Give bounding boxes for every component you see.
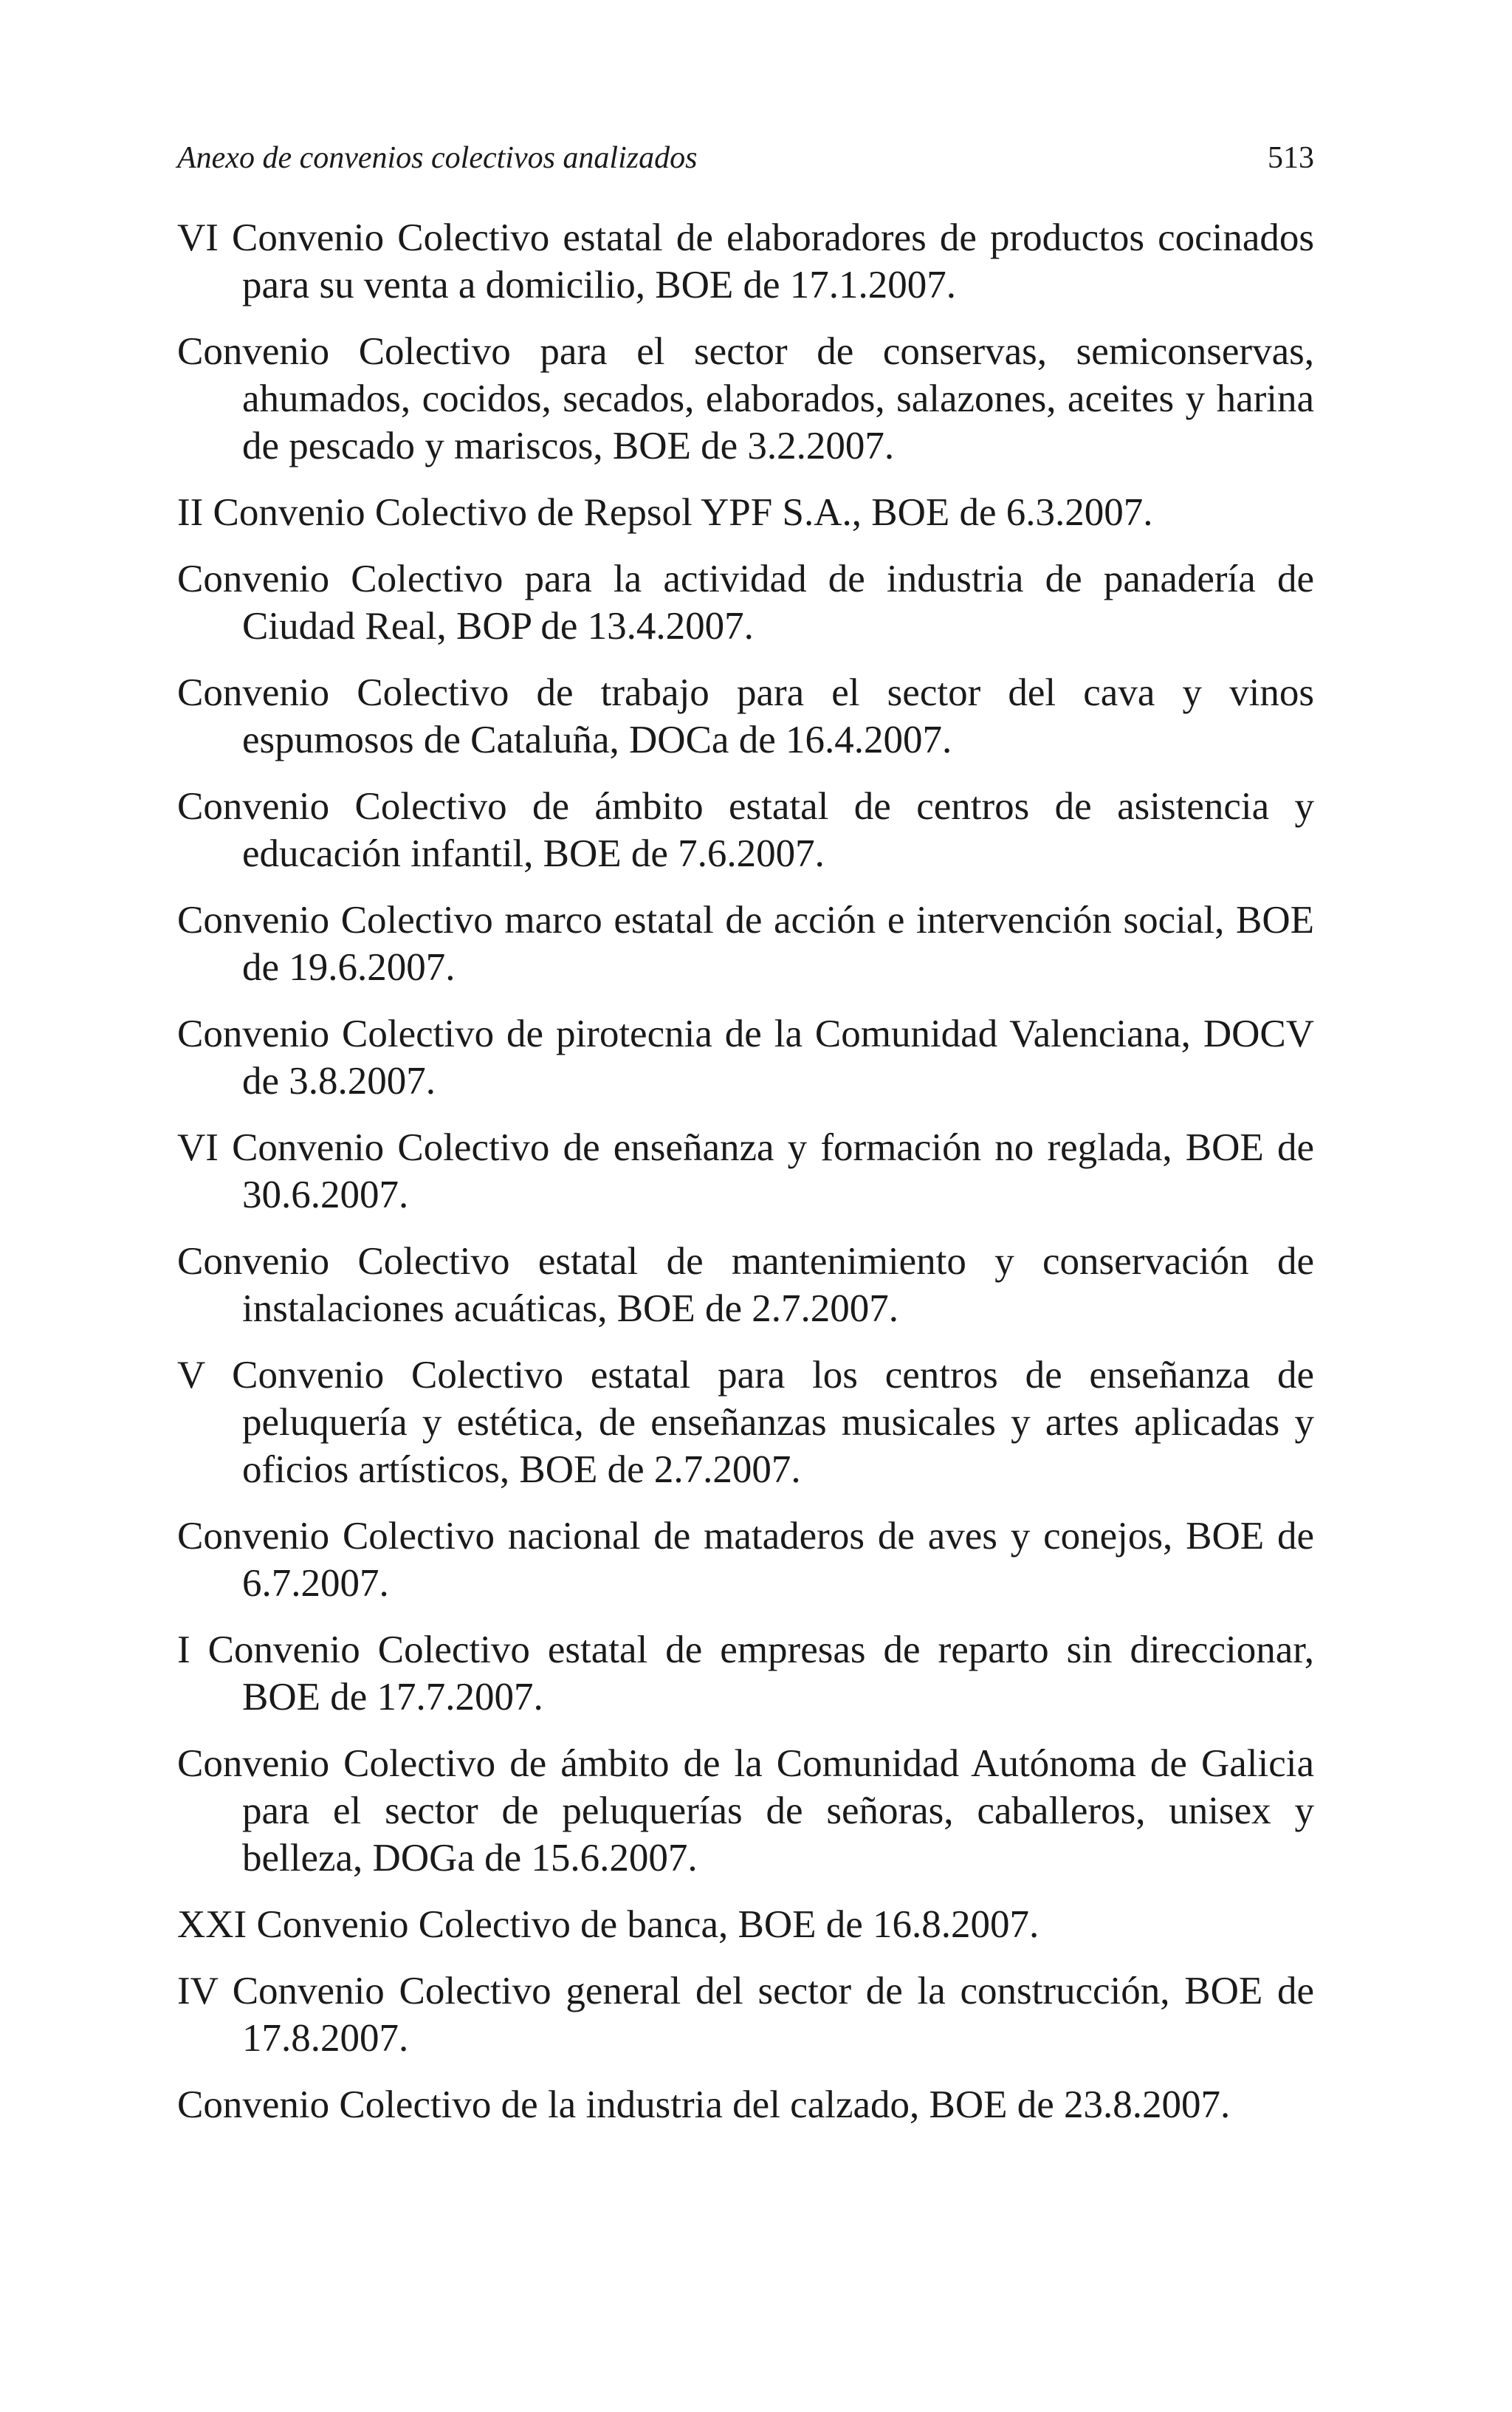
list-item: IV Convenio Colectivo general del sector de la construcción, BOE de 17.8.2007. — [177, 1970, 1314, 2060]
list-item: Convenio Colectivo de ámbito de la Comunidad Autónoma de Galicia para el sector de peluquerías de señoras, caballeros, unisex y belleza, DOGa de 15.6.2007. — [177, 1742, 1314, 1880]
list-item: Convenio Colectivo de la industria del calzado, BOE de 23.8.2007. — [177, 2083, 1231, 2126]
list-item: V Convenio Colectivo estatal para los centros de enseñanza de peluquería y estética, de enseñanzas musicales y artes aplicadas y oficios artísticos, BOE de 2.7.2007. — [177, 1354, 1314, 1491]
list-item: Convenio Colectivo para el sector de conservas, semiconservas, ahumados, cocidos, secados, elaborados, salazones, aceites y harina de pescado y mariscos, BOE de 3.2.2007. — [177, 330, 1314, 467]
list-item: Convenio Colectivo para la actividad de industria de panadería de Ciudad Real, BOP de 13.4.2007. — [177, 558, 1314, 648]
list-item: Convenio Colectivo de ámbito estatal de centros de asistencia y educación infantil, BOE de 7.6.2007. — [177, 785, 1314, 875]
list-item: Convenio Colectivo marco estatal de acción e intervención social, BOE de 19.6.2007. — [177, 899, 1314, 989]
page-number: 513 — [1268, 141, 1314, 175]
running-title: Anexo de convenios colectivos analizados — [177, 141, 698, 175]
list-item: Convenio Colectivo estatal de mantenimiento y conservación de instalaciones acuáticas, BOE de 2.7.2007. — [177, 1240, 1314, 1330]
running-head — [177, 136, 1314, 180]
list-item: II Convenio Colectivo de Repsol YPF S.A., BOE de 6.3.2007. — [177, 491, 1153, 534]
list-item: I Convenio Colectivo estatal de empresas de reparto sin direccionar, BOE de 17.7.2007. — [177, 1628, 1314, 1719]
list-item: Convenio Colectivo de trabajo para el sector del cava y vinos espumosos de Cataluña, DOCa de 16.4.2007. — [177, 671, 1314, 761]
list-item: XXI Convenio Colectivo de banca, BOE de 16.8.2007. — [177, 1903, 1040, 1946]
agreement-list — [177, 214, 1314, 2128]
list-item: VI Convenio Colectivo de enseñanza y formación no reglada, BOE de 30.6.2007. — [177, 1126, 1314, 1216]
list-item: Convenio Colectivo nacional de mataderos de aves y conejos, BOE de 6.7.2007. — [177, 1515, 1314, 1605]
list-item: Convenio Colectivo de pirotecnia de la Comunidad Valenciana, DOCV de 3.8.2007. — [177, 1013, 1314, 1103]
list-item: VI Convenio Colectivo estatal de elaboradores de productos cocinados para su venta a domicilio, BOE de 17.1.2007. — [177, 216, 1314, 306]
